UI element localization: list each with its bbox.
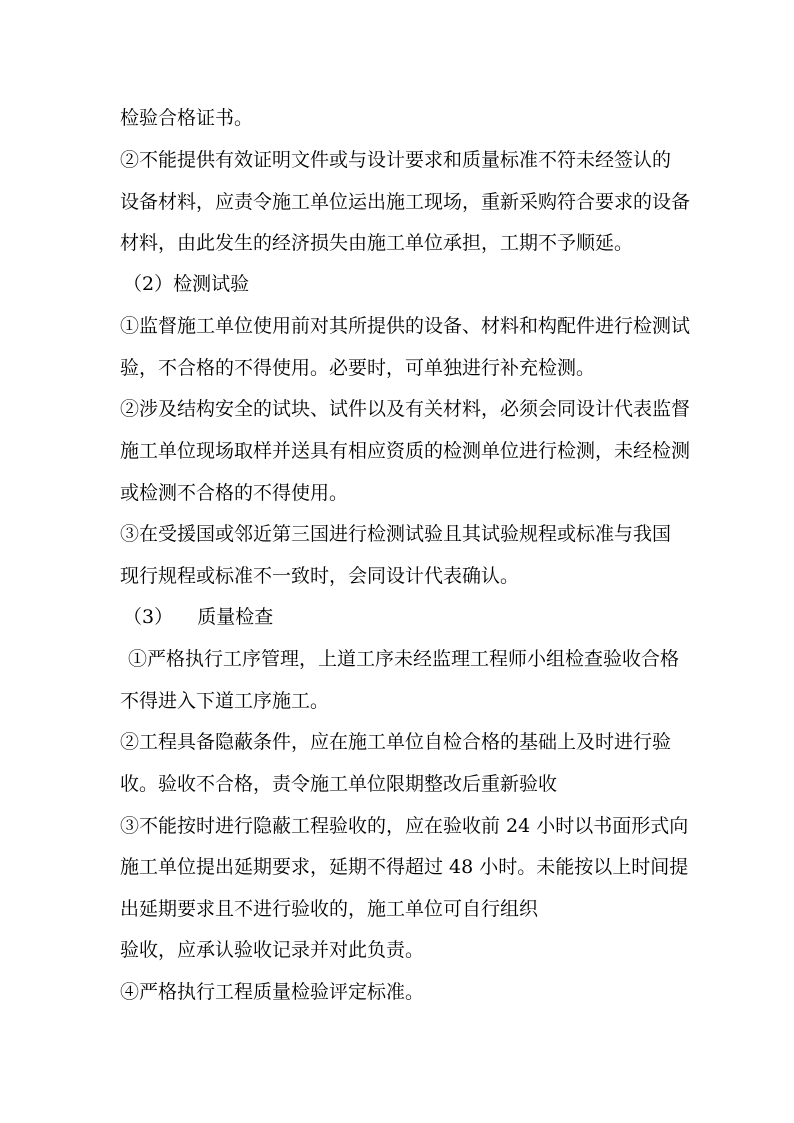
- text-line: 材料，由此发生的经济损失由施工单位承担，工期不予顺延。: [120, 232, 634, 254]
- text-line: ②涉及结构安全的试块、试件以及有关材料，必须会同设计代表监督: [120, 398, 691, 420]
- text-line: ②工程具备隐蔽条件，应在施工单位自检合格的基础上及时进行验: [120, 731, 672, 753]
- text-line: 设备材料，应责令施工单位运出施工现场，重新采购符合要求的设备: [120, 191, 691, 213]
- text-line: ③在受援国或邻近第三国进行检测试验且其试验规程或标准与我国: [120, 523, 672, 545]
- text-line: ①监督施工单位使用前对其所提供的设备、材料和构配件进行检测试: [120, 315, 691, 337]
- text-line: 施工单位提出延期要求，延期不得超过 48 小时。未能按以上时间提: [120, 856, 689, 878]
- text-line: 出延期要求且不进行验收的，施工单位可自行组织: [120, 898, 539, 920]
- text-line: 现行规程或标准不一致时，会同设计代表确认。: [120, 565, 520, 587]
- section-heading: （2）检测试验: [123, 273, 250, 295]
- text-line: 验，不合格的不得使用。必要时，可单独进行补充检测。: [120, 357, 596, 379]
- text-line: ③不能按时进行隐蔽工程验收的，应在验收前 24 小时以书面形式向: [120, 815, 689, 837]
- text-line: 不得进入下道工序施工。: [120, 690, 330, 712]
- text-line: 收。验收不合格，责令施工单位限期整改后重新验收: [120, 773, 558, 795]
- text-line: ①严格执行工序管理，上道工序未经监理工程师小组检查验收合格: [128, 648, 680, 670]
- text-line: ②不能提供有效证明文件或与设计要求和质量标准不符未经签认的: [120, 149, 672, 171]
- section-heading: （3） 质量检查: [123, 606, 274, 628]
- text-line: 或检测不合格的不得使用。: [120, 482, 349, 504]
- text-line: ④严格执行工程质量检验评定标准。: [120, 981, 425, 1003]
- text-line: 验收，应承认验收记录并对此负责。: [120, 939, 425, 961]
- text-line: 施工单位现场取样并送具有相应资质的检测单位进行检测，未经检测: [120, 440, 691, 462]
- text-line: 检验合格证书。: [120, 107, 254, 129]
